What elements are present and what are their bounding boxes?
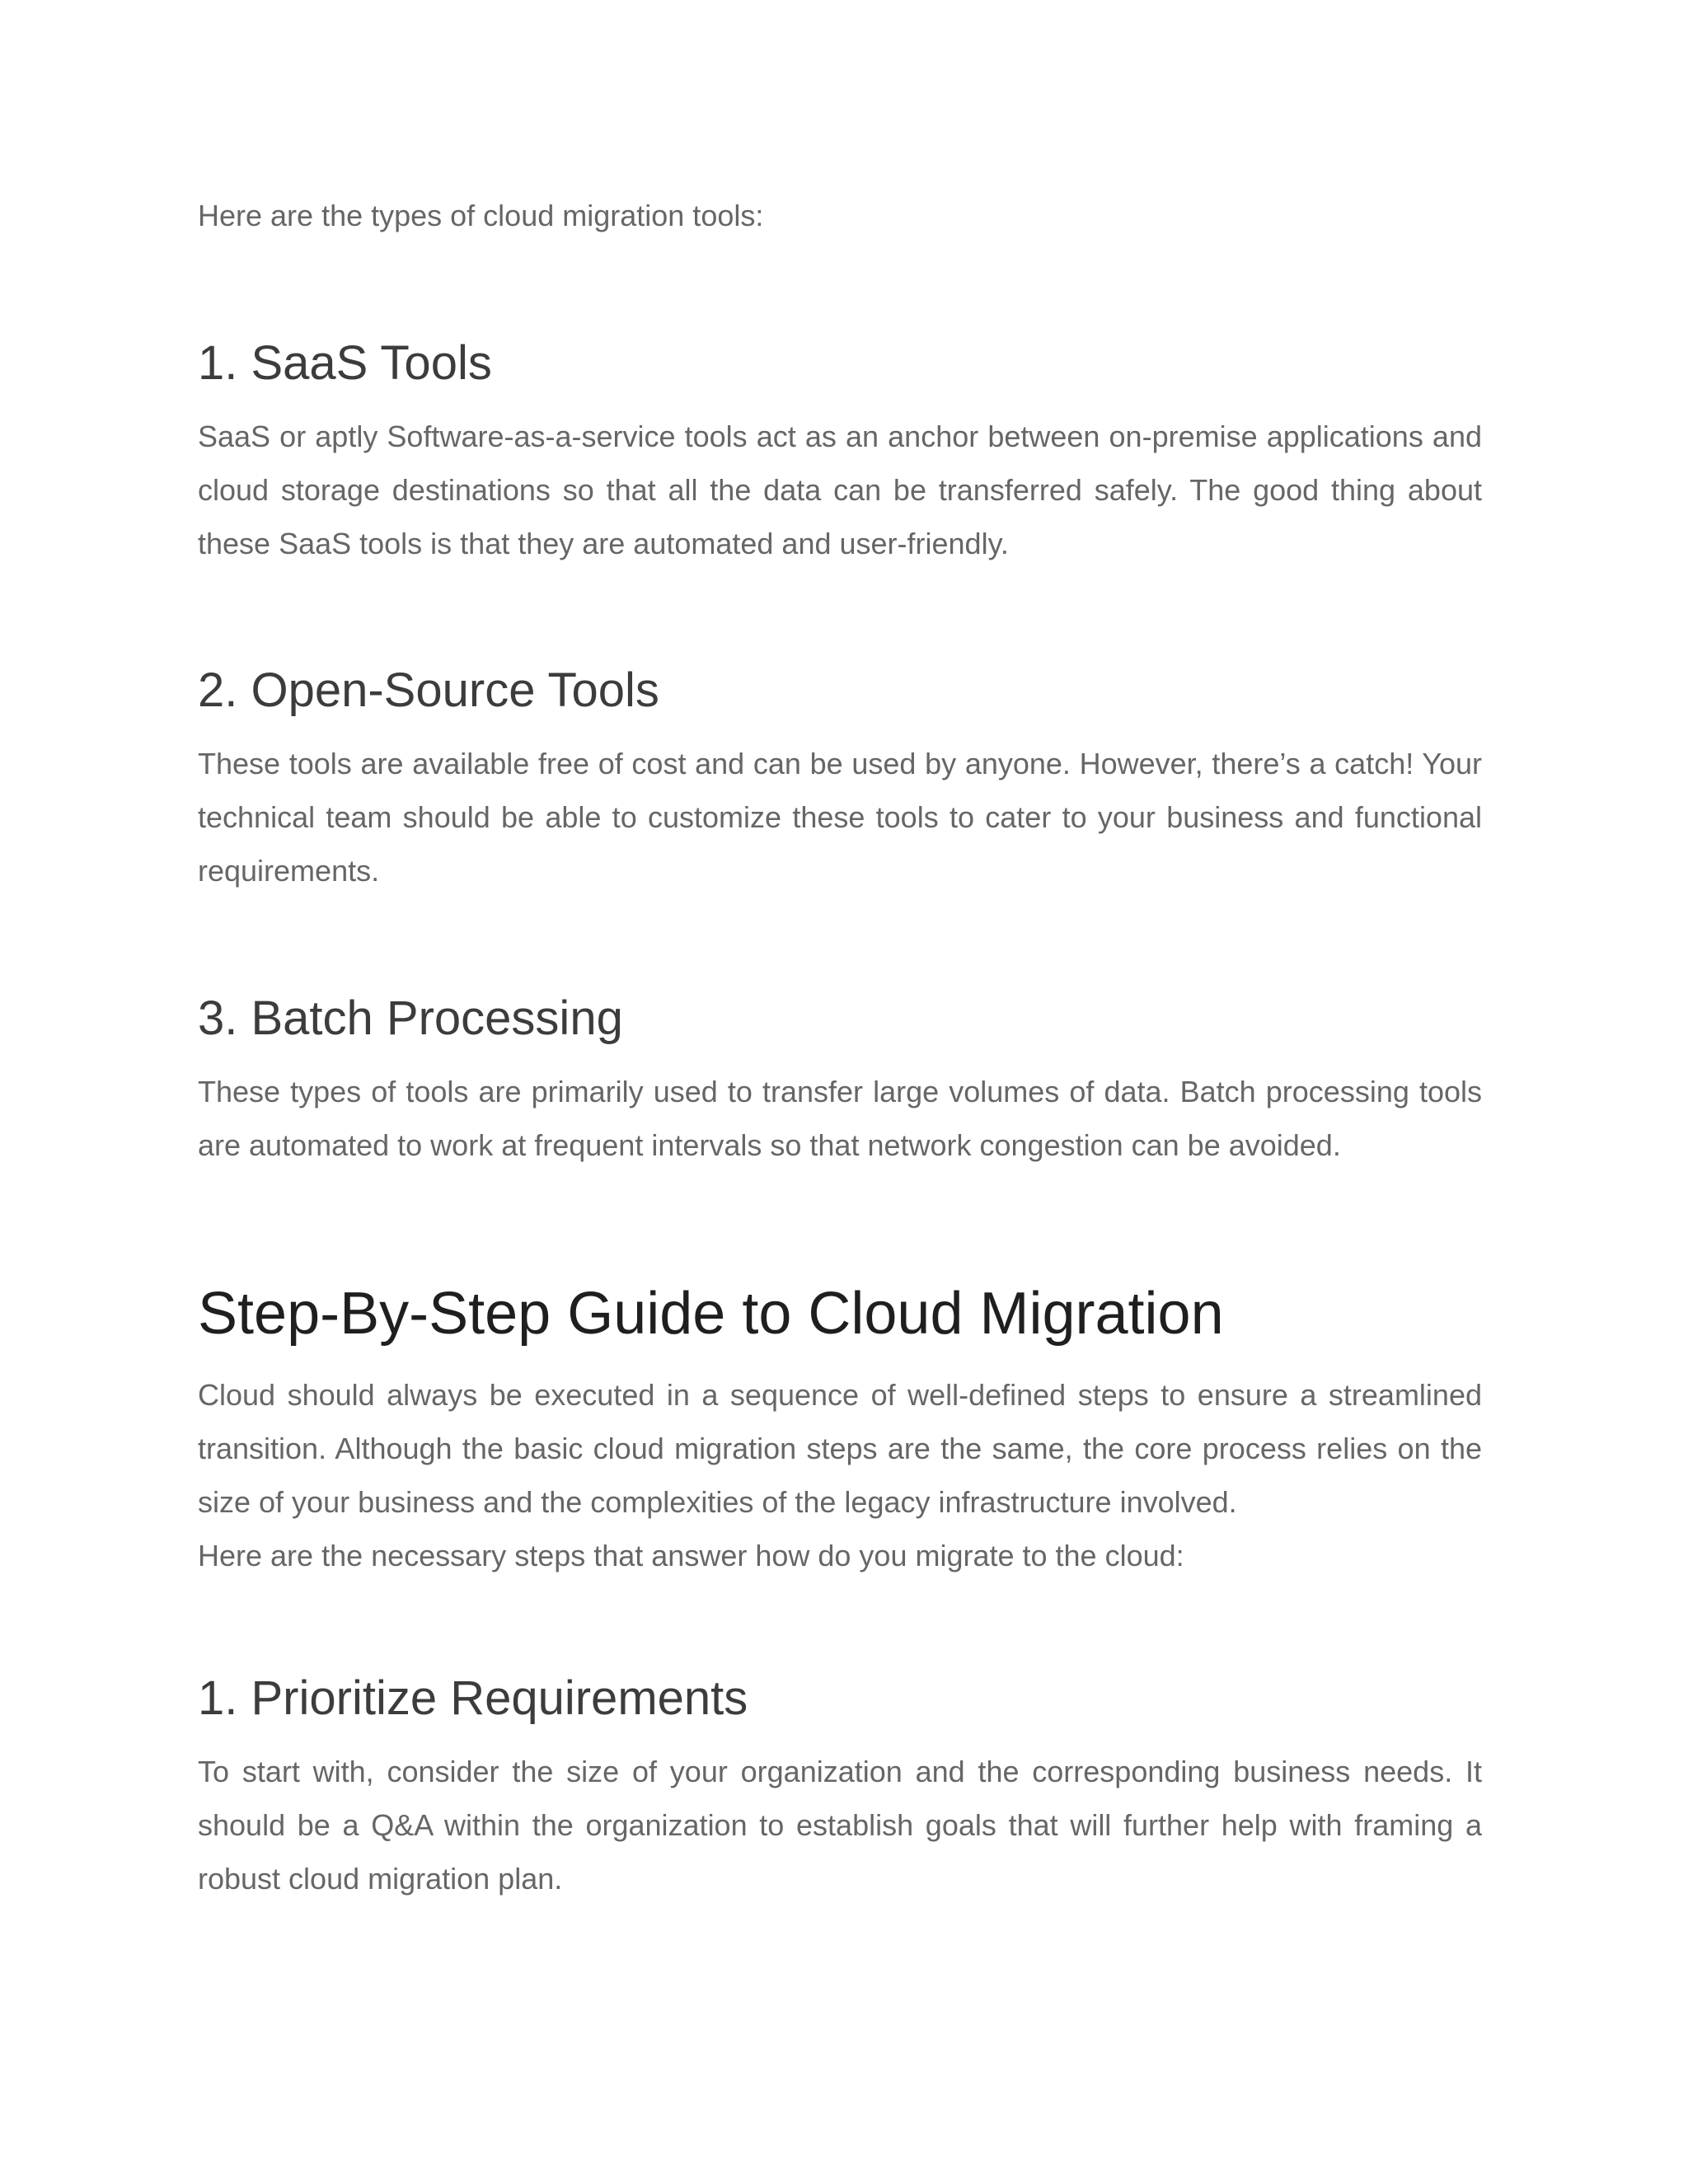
guide-body: Cloud should always be executed in a sequence of well-defined steps to ensure a streamlined transition. Although the basic cloud migration steps are the same, the core process relies on the size of your business and the complexities of the legacy infrastructure involved. [198, 1378, 1482, 1519]
saas-tools-heading: 1. SaaS Tools [198, 336, 492, 390]
guide-title: Step-By-Step Guide to Cloud Migration [198, 1281, 1224, 1347]
saas-tools-body: SaaS or aptly Software-as-a-service tools act as an anchor between on-premise applications and cloud storage destinations so that all the data can be transferred safely. The good thing about these SaaS tools is that they are automated and user-friendly. [198, 419, 1482, 560]
open-source-tools-body: These tools are available free of cost and can be used by anyone. However, there’s a catch! Your technical team should be able to customize these tools to cater to your business and functional requirements. [198, 747, 1482, 888]
intro-text: Here are the types of cloud migration tools: [198, 199, 764, 232]
open-source-tools-heading: 2. Open-Source Tools [198, 663, 659, 717]
prioritize-requirements-heading: 1. Prioritize Requirements [198, 1671, 748, 1725]
batch-processing-body: These types of tools are primarily used to transfer large volumes of data. Batch processing tools are automated to work at frequent intervals so that network congestion can be avoided. [198, 1075, 1482, 1162]
guide-lead: Here are the necessary steps that answer how do you migrate to the cloud: [198, 1539, 1184, 1572]
prioritize-requirements-body: To start with, consider the size of your organization and the corresponding business needs. It should be a Q&A within the organization to establish goals that will further help with framing a robust cloud migration plan. [198, 1755, 1482, 1896]
batch-processing-heading: 3. Batch Processing [198, 991, 623, 1045]
